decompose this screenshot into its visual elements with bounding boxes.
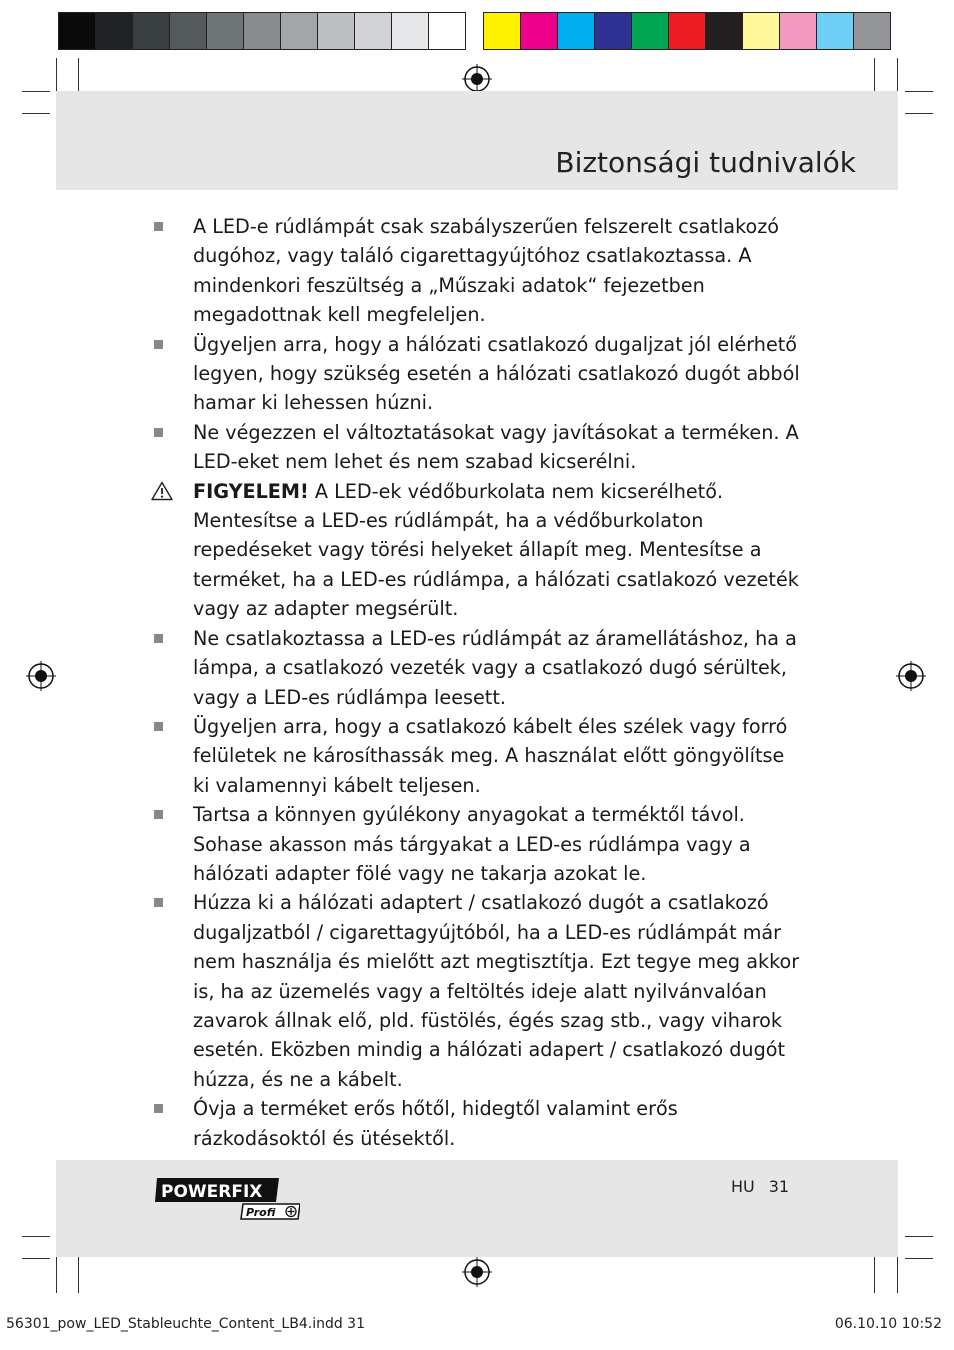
crop-mark bbox=[905, 1258, 933, 1259]
square-bullet-icon bbox=[154, 222, 163, 231]
color-swatch bbox=[243, 12, 280, 50]
crop-mark bbox=[22, 1236, 50, 1237]
color-swatch bbox=[668, 12, 705, 50]
list-item-text: Húzza ki a hálózati adaptert / csatlakozó dugót a csatlakozó dugaljzatból / cigarettagyújtóból, ha a LED-es rúdlámpát már nem használja és mielőtt azt megtisztítja. Ezt tegye meg akkor is, ha az üzemelés vagy a feltöltés ideje alatt nyilvánvalóan zavarok állnak elő, pld. füstölés, égés szag stb., vagy viharok esetén. Eközben mindig a hálózati adapert / csatlakozó dugót húzza, és ne a kábelt. bbox=[193, 891, 800, 1091]
square-bullet-icon bbox=[154, 810, 163, 819]
crop-mark bbox=[22, 91, 50, 92]
square-bullet-icon bbox=[154, 898, 163, 907]
color-swatch bbox=[169, 12, 206, 50]
square-bullet-icon bbox=[154, 1104, 163, 1113]
color-swatch bbox=[520, 12, 557, 50]
color-swatch bbox=[816, 12, 853, 50]
color-swatch bbox=[95, 12, 132, 50]
language-code: HU bbox=[731, 1177, 755, 1196]
list-item-text: Ügyeljen arra, hogy a hálózati csatlakozó dugaljzat jól elérhető legyen, hogy szükség esetén a hálózati csatlakozó dugót abból hamar ki lehessen húzni. bbox=[193, 332, 800, 415]
color-swatch bbox=[132, 12, 169, 50]
list-item bbox=[154, 1094, 804, 1153]
color-swatch bbox=[391, 12, 428, 50]
color-swatch bbox=[317, 12, 354, 50]
gray-calibration-bar bbox=[58, 12, 466, 50]
registration-mark-icon bbox=[462, 1257, 492, 1287]
crop-mark bbox=[22, 113, 50, 114]
color-swatch bbox=[280, 12, 317, 50]
square-bullet-icon bbox=[154, 340, 163, 349]
color-swatch bbox=[354, 12, 391, 50]
list-item bbox=[154, 712, 804, 800]
date-slug: 06.10.10 10:52 bbox=[834, 1316, 942, 1332]
color-swatch bbox=[853, 12, 891, 50]
logo-sub-text: Profi bbox=[246, 1206, 276, 1219]
color-swatch bbox=[58, 12, 95, 50]
registration-mark-icon bbox=[26, 661, 56, 691]
square-bullet-icon bbox=[154, 428, 163, 437]
list-item-text: A LED-e rúdlámpát csak szabályszerűen felszerelt csatlakozó dugóhoz, vagy találó cigarettagyújtóhoz csatlakoztassa. A mindenkori feszültség a „Műszaki adatok“ fejezetben megadottnak kell megfeleljen. bbox=[193, 215, 780, 327]
square-bullet-icon bbox=[154, 722, 163, 731]
crop-mark bbox=[22, 1258, 50, 1259]
list-item-text: Ne végezzen el változtatásokat vagy javításokat a terméken. A LED-eket nem lehet és nem szabad kicserélni. bbox=[193, 420, 799, 474]
list-item bbox=[154, 888, 804, 1094]
crop-mark bbox=[78, 1253, 79, 1293]
color-swatch bbox=[557, 12, 594, 50]
warning-text: A LED-ek védőburkolata nem kicserélhető. Mentesítse a LED-es rúdlámpát, ha a védőburkolaton repedéseket vagy törési helyeket állapít meg. Mentesítse a terméket, ha a LED-es rúdlámpa, a hálózati csatlakozó vezeték vagy az adapter megsérült. bbox=[193, 479, 799, 621]
color-swatch bbox=[483, 12, 520, 50]
list-item bbox=[154, 212, 804, 330]
warning-item bbox=[154, 477, 804, 624]
page-info bbox=[731, 1177, 789, 1196]
color-swatch bbox=[705, 12, 742, 50]
page-number: 31 bbox=[768, 1177, 790, 1196]
registration-mark-icon bbox=[896, 661, 926, 691]
list-item bbox=[154, 418, 804, 477]
safety-instructions-list bbox=[154, 212, 804, 1153]
list-item bbox=[154, 800, 804, 888]
page-title: Biztonsági tudnivalók bbox=[555, 146, 856, 179]
list-item-text: Tartsa a könnyen gyúlékony anyagokat a terméktől távol. Sohase akasson más tárgyakat a LED-es rúdlámpa vagy a hálózati adapter fölé vagy ne takarja azokat le. bbox=[193, 803, 751, 885]
warning-triangle-icon bbox=[151, 481, 173, 501]
crop-mark bbox=[874, 1253, 875, 1293]
color-swatch bbox=[631, 12, 668, 50]
list-item bbox=[154, 624, 804, 712]
list-item-text: Óvja a terméket erős hőtől, hidegtől valamint erős rázkodásoktól és ütésektől. bbox=[193, 1097, 678, 1150]
color-swatch bbox=[206, 12, 243, 50]
list-item bbox=[154, 330, 804, 418]
crop-mark bbox=[56, 1253, 57, 1293]
color-swatch bbox=[594, 12, 631, 50]
color-calibration-bar bbox=[483, 12, 891, 50]
warning-label: FIGYELEM! bbox=[193, 479, 309, 503]
square-bullet-icon bbox=[154, 634, 163, 643]
file-slug: 56301_pow_LED_Stableuchte_Content_LB4.indd 31 bbox=[6, 1316, 365, 1332]
color-swatch bbox=[779, 12, 816, 50]
list-item-text: Ügyeljen arra, hogy a csatlakozó kábelt éles szélek vagy forró felületek ne károsíthassák meg. A használat előtt göngyölítse ki valamennyi kábelt teljesen. bbox=[193, 714, 788, 797]
list-item-text: Ne csatlakoztassa a LED-es rúdlámpát az áramellátáshoz, ha a lámpa, a csatlakozó vezeték vagy a csatlakozó dugó sérültek, vagy a LED-es rúdlámpa leesett. bbox=[193, 626, 797, 709]
powerfix-profi-logo bbox=[155, 1176, 300, 1220]
color-swatch bbox=[742, 12, 779, 50]
crop-mark bbox=[905, 91, 933, 92]
color-swatch bbox=[428, 12, 466, 50]
crop-mark bbox=[897, 1253, 898, 1293]
registration-mark-icon bbox=[462, 64, 492, 94]
crop-mark bbox=[905, 113, 933, 114]
crop-mark bbox=[905, 1236, 933, 1237]
logo-text: POWERFIX bbox=[161, 1182, 263, 1202]
